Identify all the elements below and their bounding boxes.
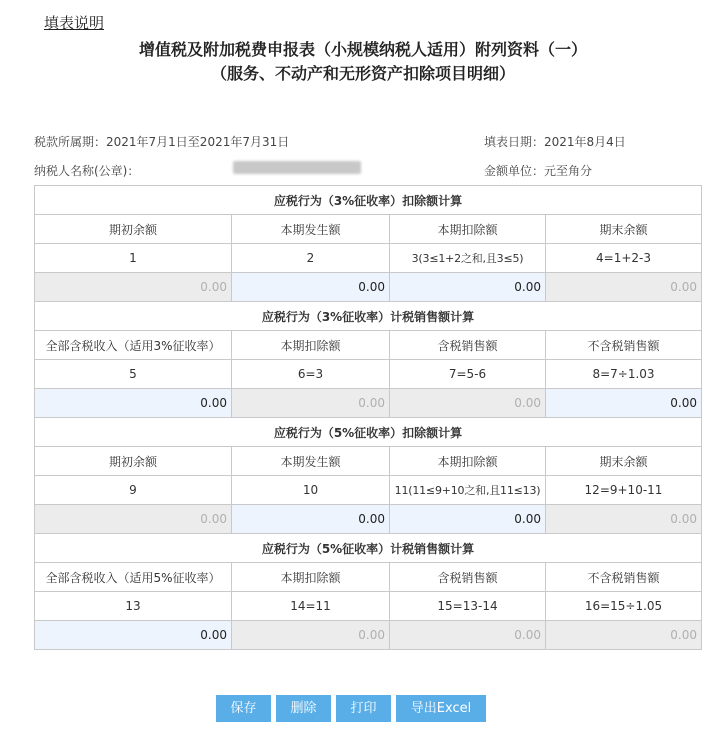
column-header: 期初余额 — [35, 447, 232, 476]
tax-exclusive-sales-5-field: 0.00 — [546, 621, 702, 650]
column-header: 本期扣除额 — [232, 563, 390, 592]
column-header: 本期扣除额 — [390, 215, 546, 244]
line-code: 4=1+2-3 — [546, 244, 702, 273]
column-header: 本期发生额 — [232, 447, 390, 476]
deduction-3-field: 0.00 — [232, 389, 390, 418]
column-header: 不含税销售额 — [546, 331, 702, 360]
column-header: 含税销售额 — [390, 563, 546, 592]
current-deduction-5-input[interactable]: 0.00 — [390, 505, 546, 534]
tax-inclusive-sales-3-field: 0.00 — [390, 389, 546, 418]
page-title: 增值税及附加税费申报表（小规模纳税人适用）附列资料（一） — [138, 40, 587, 59]
deduction-detail-table — [34, 185, 702, 650]
line-code: 10 — [232, 476, 390, 505]
closing-balance-5-field: 0.00 — [546, 505, 702, 534]
fill-date: 填表日期：2021年8月4日 — [484, 135, 626, 149]
save-button[interactable]: 保存 — [216, 695, 271, 722]
line-code: 9 — [35, 476, 232, 505]
tax-period: 税款所属期：2021年7月1日至2021年7月31日 — [34, 135, 290, 149]
section-title: 应税行为（5%征收率）计税销售额计算 — [35, 534, 702, 563]
line-code: 5 — [35, 360, 232, 389]
section-title: 应税行为（3%征收率）计税销售额计算 — [35, 302, 702, 331]
delete-button[interactable]: 删除 — [276, 695, 331, 722]
current-amount-5-input[interactable]: 0.00 — [232, 505, 390, 534]
opening-balance-5-field: 0.00 — [35, 505, 232, 534]
column-header: 全部含税收入（适用3%征收率） — [35, 331, 232, 360]
print-button[interactable]: 打印 — [336, 695, 391, 722]
column-header: 不含税销售额 — [546, 563, 702, 592]
line-code: 15=13-14 — [390, 592, 546, 621]
column-header: 本期发生额 — [232, 215, 390, 244]
column-header: 本期扣除额 — [390, 447, 546, 476]
line-code: 14=11 — [232, 592, 390, 621]
column-header: 本期扣除额 — [232, 331, 390, 360]
column-header: 期末余额 — [546, 447, 702, 476]
total-taxable-income-5-input[interactable]: 0.00 — [35, 621, 232, 650]
line-code: 1 — [35, 244, 232, 273]
line-code: 8=7÷1.03 — [546, 360, 702, 389]
help-link[interactable]: 填表说明 — [44, 14, 105, 32]
deduction-5-field: 0.00 — [232, 621, 390, 650]
column-header: 含税销售额 — [390, 331, 546, 360]
current-amount-3-input[interactable]: 0.00 — [232, 273, 390, 302]
column-header: 全部含税收入（适用5%征收率） — [35, 563, 232, 592]
column-header: 期末余额 — [546, 215, 702, 244]
section-title: 应税行为（3%征收率）扣除额计算 — [35, 186, 702, 215]
closing-balance-3-field: 0.00 — [546, 273, 702, 302]
line-code: 2 — [232, 244, 390, 273]
export-excel-button[interactable]: 导出Excel — [396, 695, 486, 722]
taxpayer-name-redacted — [233, 161, 361, 174]
line-code: 6=3 — [232, 360, 390, 389]
page-subtitle: （服务、不动产和无形资产扣除项目明细） — [210, 64, 515, 83]
section-title: 应税行为（5%征收率）扣除额计算 — [35, 418, 702, 447]
line-code: 11(11≤9+10之和,且11≤13) — [390, 476, 546, 505]
line-code: 3(3≤1+2之和,且3≤5) — [390, 244, 546, 273]
line-code: 13 — [35, 592, 232, 621]
tax-exclusive-sales-3-input[interactable]: 0.00 — [546, 389, 702, 418]
amount-unit: 金额单位：元至角分 — [484, 164, 593, 178]
current-deduction-3-input[interactable]: 0.00 — [390, 273, 546, 302]
opening-balance-3-field: 0.00 — [35, 273, 232, 302]
line-code: 7=5-6 — [390, 360, 546, 389]
line-code: 12=9+10-11 — [546, 476, 702, 505]
taxpayer-name-label: 纳税人名称(公章)： — [34, 164, 140, 178]
column-header: 期初余额 — [35, 215, 232, 244]
line-code: 16=15÷1.05 — [546, 592, 702, 621]
tax-inclusive-sales-5-field: 0.00 — [390, 621, 546, 650]
total-taxable-income-3-input[interactable]: 0.00 — [35, 389, 232, 418]
